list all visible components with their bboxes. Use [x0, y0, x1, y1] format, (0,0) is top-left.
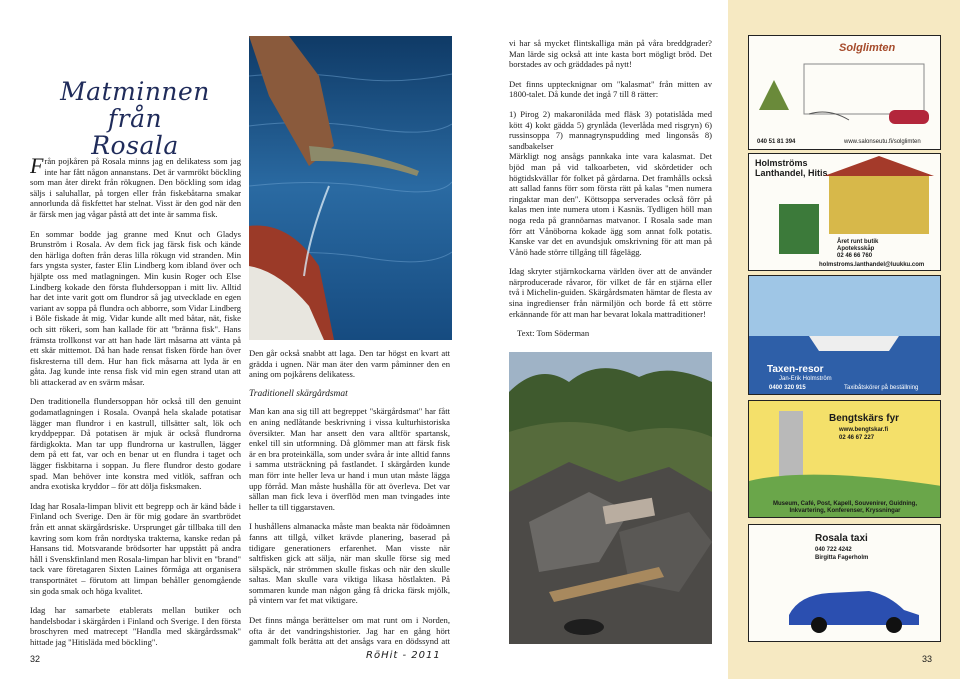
ad-bengtskars-fyr[interactable]: [748, 400, 941, 518]
ad-title: Rosala taxi: [815, 533, 868, 544]
rocks-photo: [509, 352, 712, 644]
drawing-icon: [749, 50, 941, 145]
ad-title: Bengtskärs fyr: [829, 413, 900, 424]
car-drawing-icon: [749, 525, 941, 642]
ad-url: www.bengtskar.fi: [839, 427, 889, 433]
page-number-left: 32: [30, 654, 41, 664]
ad-note: Taxibåtskörer på beställning: [844, 385, 919, 391]
ad-phone: 02 46 66 760: [837, 253, 873, 259]
boat-drawing-icon: [749, 276, 941, 395]
paragraph: Den traditionella flundersoppan hör också till den genuint godamatlagningen i Rosala. Ovanpå hela skalade potatisar lägger man flundror i en kastrull, tillsätter salt, lök och kryddpeppar. Då potatisen är mjuk är också flundrorna färdigkokta. Man tar upp flundrorna ur kastrullen, lägger dem på ett fat, var och en benar ut en flundra i taget och lägger fiskbitarna i soppan. Ju flere flundror desto godare spad. Man behöver inte konstra med vitlök, saffran och andra exotiska kryddor – för att dölja fisksmaken.: [30, 396, 241, 492]
ad-phone: 040 51 81 394: [757, 139, 796, 145]
paragraph: Idag har Rosala-limpan blivit ett begrepp och är känd både i Finland och Sverige. Den är för mig godare än svartbrödet från ett annat skärgårdsriske. Ursprunget går tillbaka till den kavring som kom från nordtyska trakterna, kanske redan på Hansans tid. Motsvarande brödsorter har uppstått på andra håll i Svenskfinland men Rosala-limpan har blivit en "brand" tack vare företagaren Sixten Laines förmåga att organisera transportnätet – förutom att limpan behåller genomgående sin goda smak och höga kvalitet.: [30, 500, 241, 596]
column-3: [509, 38, 712, 338]
ad-note: Museum, Café, Post, Kapell, Souvenirer, Guidning, Inkvartering, Konferenser, Kryssningar: [772, 501, 918, 514]
paragraph: Från pojkåren på Rosala minns jag en delikatess som jag inte har fått någon annanstans. Det är varmrökt böckling som man åter direkt från rökugnen. Den böckling som idag säljs i saluhallar, på torgen eller från fiskebåtarna smakar annorlunda då fiskfettet har stelnat. Visst är den god när den är färsk men jag vågar påstå att det inte är samma fisk.: [30, 156, 241, 219]
paragraph: Det finns upptecknignar om "kalasmat" från mitten av 1800-talet. Då kunde det ingå 7 till 8 rätter:: [509, 78, 712, 100]
ad-name: Birgitta Fagerholm: [815, 555, 869, 561]
ad-phone: 02 46 67 227: [839, 435, 875, 441]
ad-title: Taxen-resor: [767, 364, 824, 375]
ad-title: Solglimten: [839, 42, 896, 54]
ad-phone: 0400 320 915: [769, 385, 806, 391]
ad-line1: Året runt butik: [837, 239, 879, 245]
paragraph: Idag har samarbete etablerats mellan butiker och handelsbodar i skärgården i Finland och Sverige. I den första broschyren med matrecept "Handla med skärgårdssmak" hittade jag "Hitisläda med böckling".: [30, 605, 241, 647]
paragraph: Man kan ana sig till att begreppet "skärgårdsmat" har fått en aning nedlåtande beskrivning i vissa kulturhistoriska översikter. Man har ansett den vara alltför spartansk, enkel till sin utformning. Då glömmer man att färsk fisk är en bra proteinkälla, som under svåra år inte alltid fanns i samma utsträckning på fastlandet. I skärgården kunde man förr inte heller leva ur hand i mun utan måste lägga upp förråd. Man måste hushålla för att överleva. Det var sällan man fick leva i överflöd men man tvingades inte heller ta till tiggarstaven.: [249, 406, 450, 512]
paragraph: Den går också snabbt att laga. Den tar högst en kvart att grädda i ugnen. När man äter den varm påminner den en aning om pojkårens delikatess.: [249, 348, 450, 380]
ad-rosala-taxi[interactable]: [748, 524, 941, 642]
drop-cap: F: [30, 156, 44, 178]
ad-solglimten[interactable]: [748, 35, 941, 150]
ad-taxen-resor[interactable]: [748, 275, 941, 395]
fishing-photo: [249, 36, 452, 340]
paragraph: I hushållens almanacka måste man beakta när födoämnen fanns att tillgå, vilket krävde planering, baserad på tidigare generationers erfarenhet. Man visste när saltfisken gick att sälja, när man skulle förse sig med sälspäck, när strömmen skulle fiskas och när den skulle saltas. Man skulle vara viktiga likasa höstlakten. På sommaren kunde man någon gång få dricka färsk mjölk, på vintern var fet mat viktigare.: [249, 521, 450, 606]
title-line-2: Rosala: [91, 131, 179, 160]
paragraph: Idag skryter stjärnkockarna världen över att de använder närproducerade råvaror, för vilket de får en stjärna eller två i Michelin-guiden. Skärgårdsmaten hämtar de flesta av sina ingredienser från närmiljön och borde få ett större erkännande för att man har bevarat lokala mattraditioner!: [509, 266, 712, 319]
fishing-photo-image: [249, 36, 452, 340]
ad-holmstroms[interactable]: [748, 153, 941, 271]
ad-email: holmstroms.lanthandel@luukku.com: [819, 262, 925, 268]
ad-line2: Apoteksskåp: [837, 246, 875, 252]
paragraph: 1) Pirog 2) makaronilåda med fläsk 3) potatislåda med kött 4) kokt gädda 5) grynlåda (leverlåda med risgryn) 6) russinsoppa 7) mannagrynspudding med lingonsås 8) sandbakelser: [509, 108, 712, 151]
article-title: [30, 78, 240, 159]
title-line-1: Matminnen från: [60, 77, 210, 133]
magazine-footer: RöHit - 2011: [366, 650, 441, 661]
paragraph: Märkligt nog ansågs pannkaka inte vara kalasmat. Det bjöd man på vid talkoarbeten, vid skördetider och högtidskvällar för folket på gårdarna. Det framhålls också att sallad fanns förr som första rätt på kalas "men numera ringaktar man den". Köttsoppa serverades också förr på kalas men inte numera utom i Kasnäs. Tydligen höll man noga reda på grannöarnas matvanor. I Rosala sade man förr att Vånöborna kokade ägg som annat folk potatis. Kanske var det en avundsjuk omskrivning för att man på Vånö hade större tillgång till fågelägg.: [509, 151, 712, 257]
rocks-photo-image: [509, 352, 712, 644]
ad-title: Holmströms Lanthandel, Hitis: [755, 158, 828, 178]
column-1: [30, 156, 241, 656]
ad-phone: 040 722 4242: [815, 547, 852, 553]
paragraph: vi har så mycket flintskalliga män på våra breddgrader? Man lärde sig också att inte kasta bort mögligt bröd. Det borstades av och gräddades på nytt!: [509, 38, 712, 70]
paragraph: Det finns många berättelser om mat runt om i Norden, ofta är det vandringshistorier. Jag har en gång hört gammalt folk berätta att det ansågs vara en dödssynd att: [249, 615, 450, 647]
credit-text: Text: Tom Söderman: [517, 328, 590, 338]
subheading: Traditionell skärgårdsmat: [249, 388, 348, 399]
ad-name: Jan-Erik Holmström: [779, 376, 832, 382]
paragraph: En sommar bodde jag granne med Knut och Gladys Brunström i Rosala. Av dem fick jag färsk fisk och kände den härliga doften från deras lilla rökugn vid stranden. Min fars yngsta syster, faster Elin Lindberg kom ibland över och hjälpte oss med matlagningen. Min kusin Roger och Else Lindberg kokade den första fluhdersoppan i mitt liv. Alltid har det inte varit gott om flundror så jag utvecklade en egen variant av soppa på flundra och abborre, som Vidar Lindberg i Böle fiskade åt mig. Vidar kunde allt med båtar, nät, fiske och sitt rökeri, som han kallade för att "bränna fisk". Hans främsta trollkonst var att han hade lärt måsarna att vänta på ett skär mittemot. Då han hade rensat fisken förde han över fiskresterna till dem. Hur han fick måsarna att lyda är en gåta. Jag kunde inte rensa fisk vid min egen strand utan att bli attackerad av en svärm måsar.: [30, 228, 241, 387]
page-number-right: 33: [922, 654, 933, 664]
column-2: [249, 348, 450, 648]
ad-url: www.salonseutu.fi/solglimten: [844, 139, 921, 145]
